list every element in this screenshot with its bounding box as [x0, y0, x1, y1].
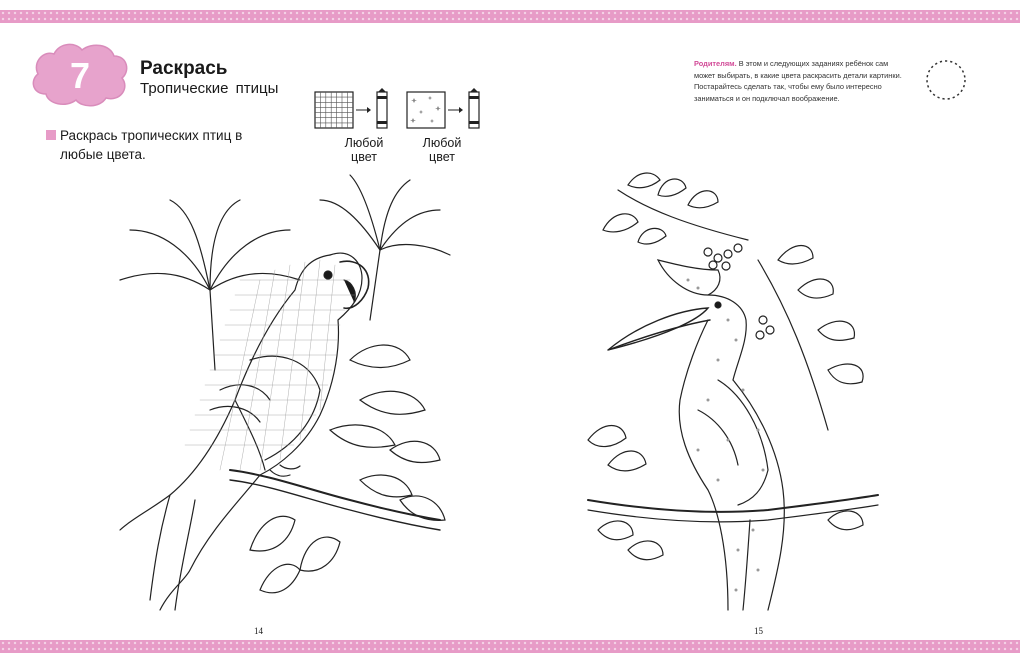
task-instruction-text: Раскрась тропических птиц в любые цвета.: [60, 128, 243, 162]
page-number-right: 15: [754, 626, 763, 636]
pencil-icon: [377, 88, 387, 128]
perch-branch: [588, 495, 878, 512]
bottom-decorative-band: [0, 640, 1020, 653]
legend-caption-grid: Любой цвет: [344, 136, 384, 164]
page-title: Раскрась: [140, 58, 228, 79]
branch: [230, 470, 440, 520]
leaves-lower-left: [588, 426, 863, 560]
right-branch: [756, 246, 863, 431]
palm-frond-left: [120, 200, 300, 370]
page-number-left: 14: [254, 626, 263, 636]
bullet-square-icon: [46, 130, 56, 140]
parrot-illustration: [100, 170, 460, 620]
parent-note: [694, 58, 904, 104]
parent-note-lead: Родителям.: [694, 59, 737, 68]
grid-pattern-swatch: [312, 88, 402, 134]
parent-note-text: В этом и следующих заданиях ребёнок сам может выбирать, в какие цвета раскрасить детали картинки. Постарайтесь сделать так, чтобы ему было интересно заниматься и он подключал воображение.: [694, 59, 902, 103]
palm-frond-right: [320, 175, 450, 320]
lesson-number-badge: [30, 38, 130, 110]
pencil-icon: [469, 88, 479, 128]
top-decorative-band: [0, 10, 1020, 23]
berry-branch: [603, 173, 748, 270]
hornbill-body: [608, 260, 784, 610]
legend-caption-stars: Любой цвет: [422, 136, 462, 164]
stars-pattern-swatch: [404, 88, 494, 134]
task-instruction: [46, 126, 256, 164]
leaves-right: [330, 345, 445, 520]
hornbill-illustration: [568, 170, 898, 620]
sticker-placeholder-circle: [924, 58, 968, 102]
lesson-number: 7: [69, 55, 91, 96]
leaves-bottom: [250, 516, 340, 593]
legend-stars-any-color: [404, 88, 514, 168]
page-subtitle: Тропические птицы: [140, 80, 279, 97]
